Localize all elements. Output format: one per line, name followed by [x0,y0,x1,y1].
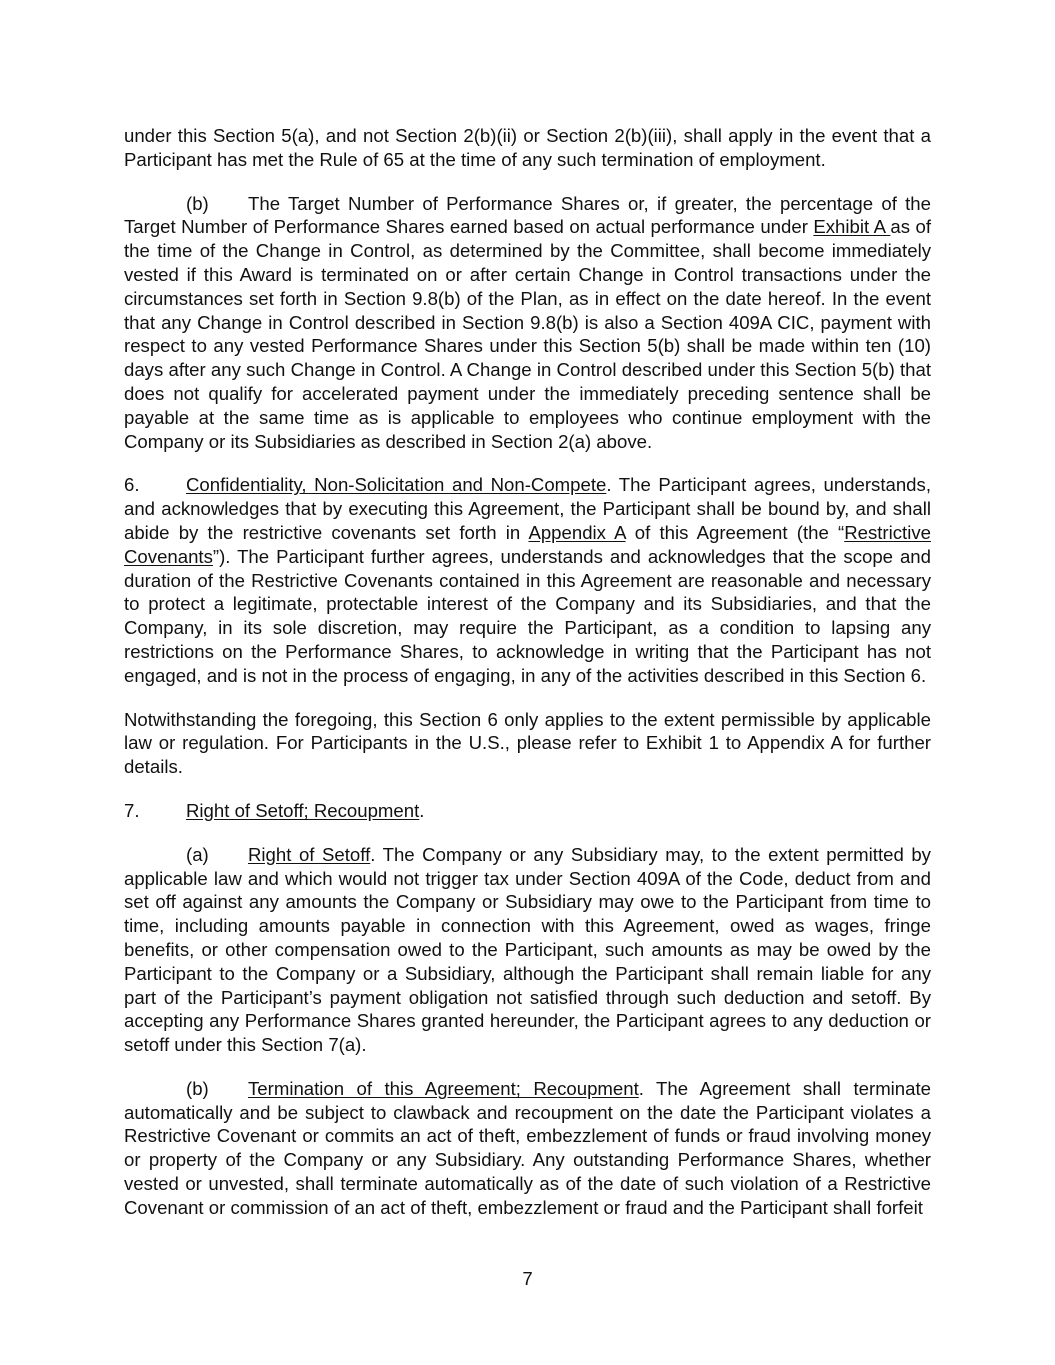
restrictive-covenants-term: Restrictive Covenants [124,521,931,567]
paragraph-7b [124,1077,931,1220]
subsection-label: (a) [186,843,209,865]
subsection-heading: Termination of this Agreement; Recoupment [248,1077,639,1099]
subsection-label: (b) [186,192,209,214]
subsection-label: (b) [186,1077,209,1099]
exhibit-a-reference: Exhibit A [813,216,891,238]
section-7-heading [124,799,931,823]
page-number: 7 [522,1268,533,1289]
section-number: 6. [124,474,140,496]
paragraph-text: under this Section 5(a), and not Section 2(b)(ii) or Section 2(b)(iii), shall apply in the event that a Participant has met the Rule of 65 at the time of any such termination of employment. [124,125,931,170]
paragraph-text: . The Agreement shall terminate automatically and be subject to clawback and recoupment on the date the Participant violates a Restrictive Covenant or commits an act of theft, embezzlement of funds or fraud involving money or property of the Company or any Subsidiary. Any outstanding Performance Shares, whether vested or unvested, shall terminate automatically as of the date of such violation of a Restrictive Covenant or commission of an act of theft, embezzlement or fraud and the Participant shall forfeit [124,1077,931,1218]
paragraph-text: ”). The Participant further agrees, understands and acknowledges that the scope and duration of the Restrictive Covenants contained in this Agreement are reasonable and necessary to protect a legitimate, protectable interest of the Company and its Subsidiaries, and that the Company, in its sole discretion, may require the Participant, as a condition to lapsing any restrictions on the Performance Shares, to acknowledge in writing that the Participant has not engaged, and is not in the process of engaging, in any of the activities described in this Section 6. [124,545,931,686]
subsection-heading: Right of Setoff [248,843,371,865]
document-body [124,124,931,1220]
heading-period: . [419,799,425,821]
paragraph-7a [124,843,931,1057]
paragraph-text: The Target Number of Performance Shares or, if greater, the percentage of the Target Number of Performance Shares earned based on actual performance under [124,192,931,238]
section-heading: Right of Setoff; Recoupment [186,799,420,821]
section-6 [124,473,931,687]
paragraph-5a-continuation [124,124,931,172]
paragraph-text: . The Participant agrees, understands, and acknowledges that by executing this Agreement, the Participant shall be bound by, and shall abide by the restrictive covenants set forth in [124,474,931,543]
paragraph-5b [124,192,931,454]
section-number: 7. [124,799,140,821]
appendix-a-reference: Appendix A [528,521,626,543]
paragraph-text: of this Agreement (the “ [625,521,845,543]
notwithstanding-paragraph [124,708,931,779]
paragraph-text: . The Company or any Subsidiary may, to the extent permitted by applicable law and which would not trigger tax under Section 409A of the Code, deduct from and set off against any amounts the Company or Subsidiary may owe to the Participant from time to time, including amounts payable in connection with this Agreement, owed as wages, fringe benefits, or other compensation owed to the Participant, such amounts as may be owed by the Participant to the Company or a Subsidiary, although the Participant shall remain liable for any part of the Participant’s payment obligation not satisfied through such deduction and setoff. By accepting any Performance Shares granted hereunder, the Participant agrees to any deduction or setoff under this Section 7(a). [124,843,931,1056]
paragraph-text: as of the time of the Change in Control, as determined by the Committee, shall become immediately vested if this Award is terminated on or after certain Change in Control transactions under the circumstances set forth in Section 9.8(b) of the Plan, as in effect on the date hereof. In the event that any Change in Control described in Section 9.8(b) is also a Section 409A CIC, payment with respect to any vested Performance Shares under this Section 5(b) shall be made within ten (10) days after any such Change in Control. A Change in Control described under this Section 5(b) that does not qualify for accelerated payment under the immediately preceding sentence shall be payable at the same time as is applicable to employees who continue employment with the Company or its Subsidiaries as described in Section 2(a) above. [124,216,931,452]
paragraph-text: Notwithstanding the foregoing, this Section 6 only applies to the extent permissible by applicable law or regulation. For Participants in the U.S., please refer to Exhibit 1 to Appendix A for further details. [124,708,931,778]
section-heading: Confidentiality, Non-Solicitation and Non-Compete [186,474,607,496]
